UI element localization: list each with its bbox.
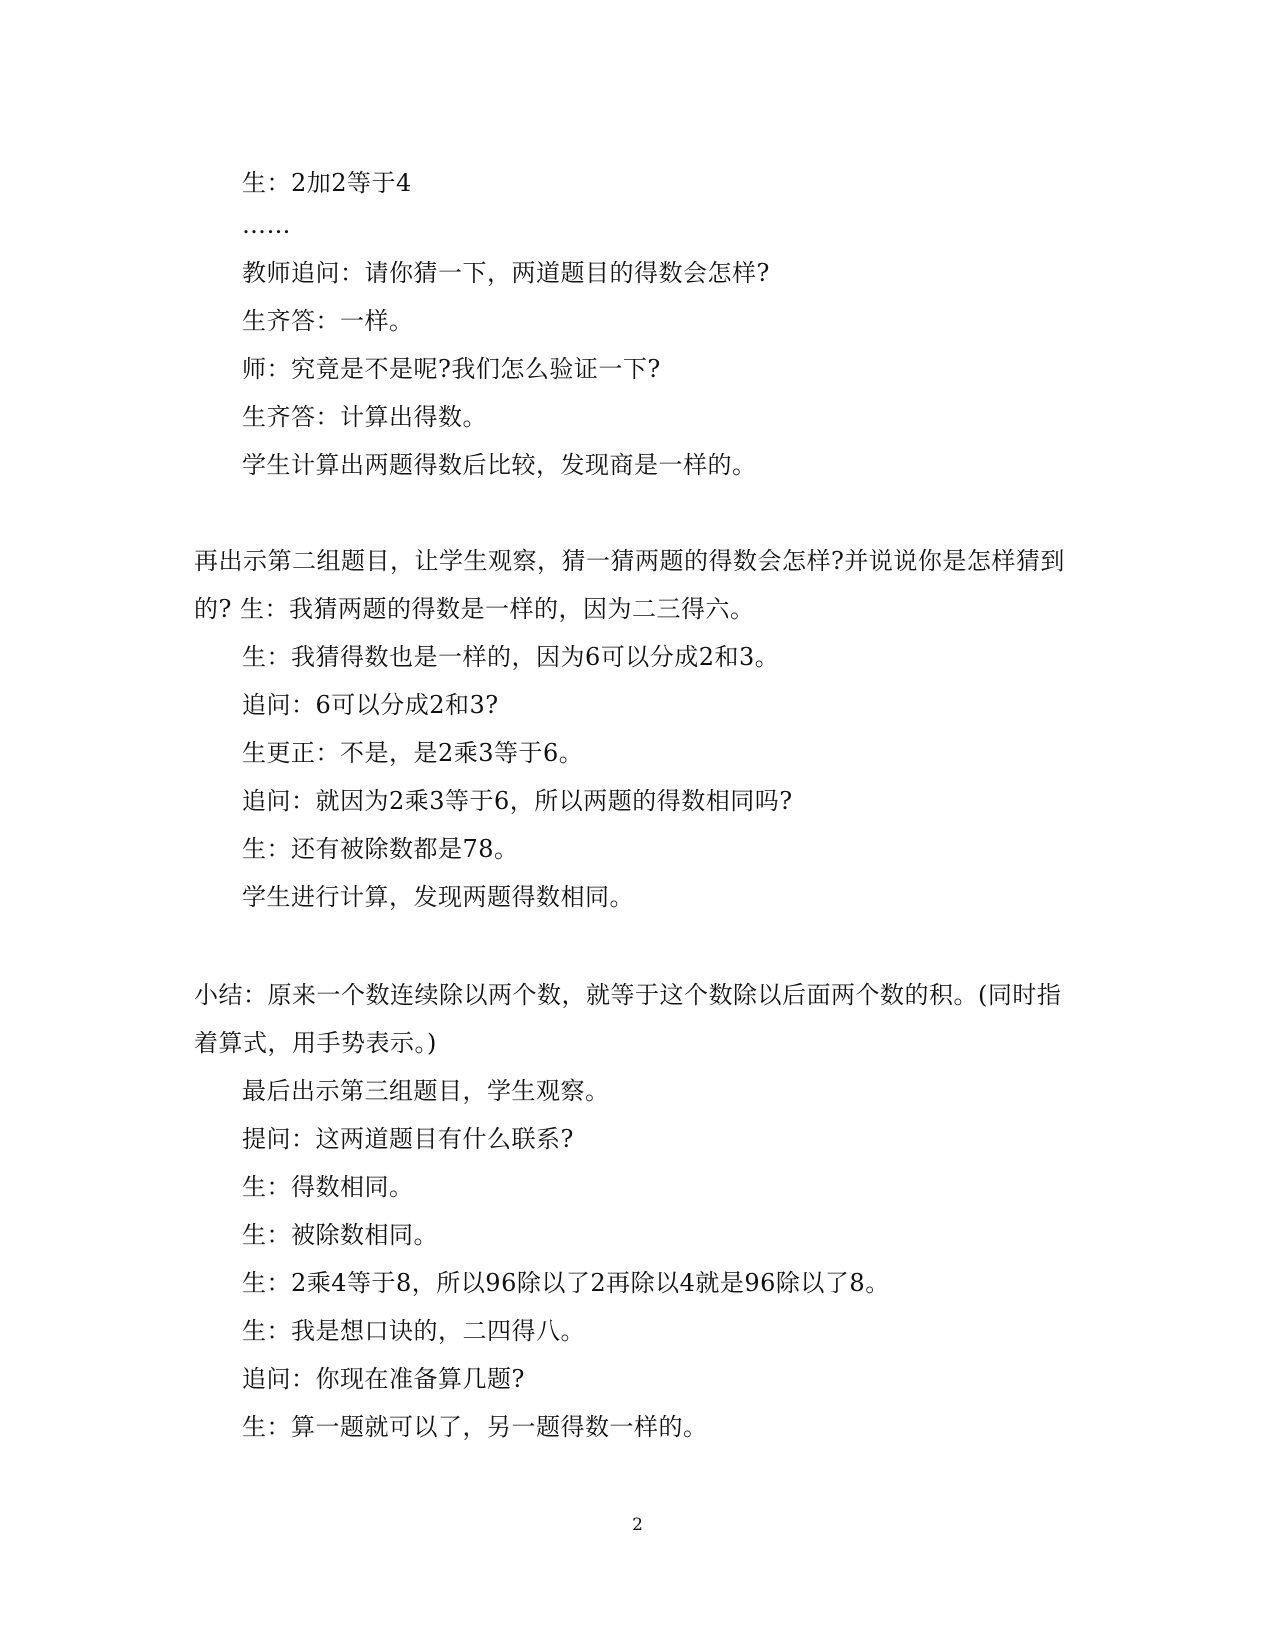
text-line: 生齐答：一样。 [242, 307, 414, 335]
text-line: 小结：原来一个数连续除以两个数，就等于这个数除以后面两个数的积。(同时指 [194, 981, 1062, 1009]
text-line: 生：我是想口诀的，二四得八。 [242, 1317, 585, 1345]
text-line: 生：算一题就可以了，另一题得数一样的。 [242, 1413, 708, 1441]
text-line: 生：我猜得数也是一样的，因为6可以分成2和3。 [242, 643, 780, 671]
text-line: 追问：你现在准备算几题? [242, 1365, 525, 1393]
text-line: 学生进行计算，发现两题得数相同。 [242, 883, 634, 911]
text-line: 师：究竟是不是呢?我们怎么验证一下? [242, 355, 661, 383]
text-line: 生：2加2等于4 [242, 169, 412, 197]
text-line: 生更正：不是，是2乘3等于6。 [242, 739, 584, 767]
text-line: 提问：这两道题目有什么联系? [242, 1125, 574, 1153]
text-line: 的? 生：我猜两题的得数是一样的，因为二三得六。 [194, 595, 755, 623]
text-line: 追问：就因为2乘3等于6，所以两题的得数相同吗? [242, 787, 793, 815]
text-line: 教师追问：请你猜一下，两道题目的得数会怎样? [242, 259, 770, 287]
text-line: 学生计算出两题得数后比较，发现商是一样的。 [242, 451, 757, 479]
text-line: 生：2乘4等于8，所以96除以了2再除以4就是96除以了8。 [242, 1269, 890, 1297]
text-line: 再出示第二组题目，让学生观察，猜一猜两题的得数会怎样?并说说你是怎样猜到 [194, 547, 1065, 575]
text-line: 生齐答：计算出得数。 [242, 403, 487, 431]
text-line: 生：还有被除数都是78。 [242, 835, 519, 863]
text-line: 生：被除数相同。 [242, 1221, 438, 1249]
text-line: 着算式，用手势表示。) [194, 1029, 437, 1057]
text-line: 生：得数相同。 [242, 1173, 414, 1201]
text-line: …… [242, 211, 291, 239]
page-number: 2 [632, 1515, 643, 1535]
text-line: 追问：6可以分成2和3? [242, 691, 499, 719]
text-line: 最后出示第三组题目，学生观察。 [242, 1077, 610, 1105]
